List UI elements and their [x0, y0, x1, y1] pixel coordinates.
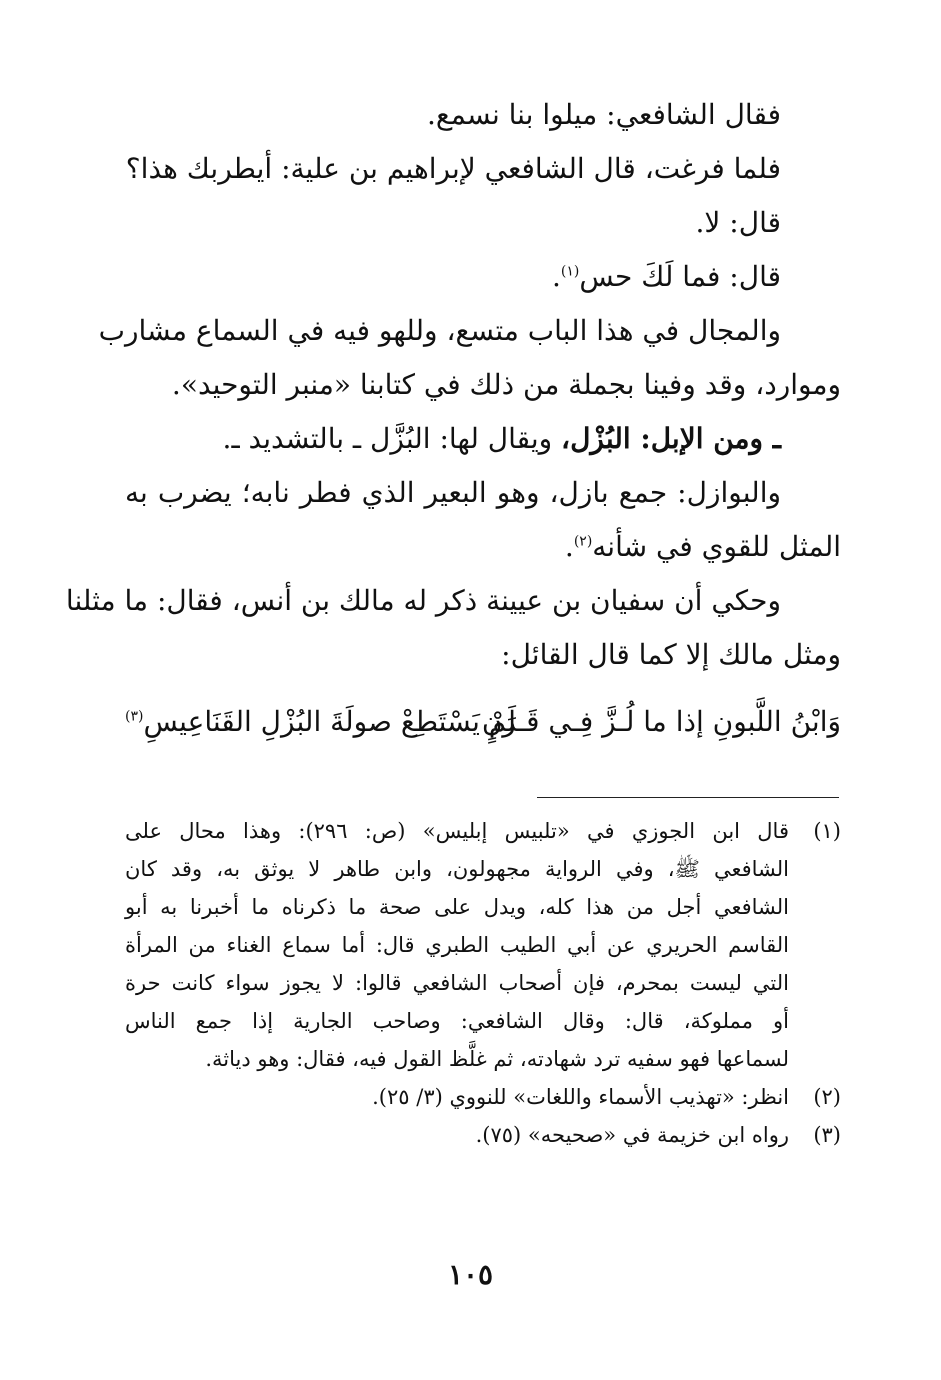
text-line [125, 88, 841, 142]
footnote-line: التي ليست بمحرم، فإن أصحاب الشافعي قالوا: لا يجوز سواء كانت حرة [125, 971, 789, 995]
line-text: وحكي أن سفيان بن عيينة ذكر له مالك بن أنس، فقال: ما مثلنا [65, 584, 781, 617]
footnote-line: رواه ابن خزيمة في «صحيحه» (٧٥). [475, 1123, 789, 1147]
term-bold: ـ ومن الإبل: البُزْل، [561, 422, 781, 455]
footnote-line: انظر: «تهذيب الأسماء واللغات» للنووي (٣/ ٢٥). [372, 1085, 789, 1109]
text-line [125, 358, 841, 412]
line-punct: . [564, 530, 574, 563]
footnote [125, 812, 841, 1078]
line-text: ومثل مالك إلا كما قال القائل: [501, 638, 841, 671]
footnote [125, 1116, 841, 1154]
footnote [125, 1078, 841, 1116]
footnotes [125, 812, 841, 1154]
verse-second-hemistich [125, 705, 516, 738]
text-line [65, 574, 841, 628]
footnote-line: القاسم الحريري عن أبي الطيب الطبري قال: أما سماع الغناء من المرأة [125, 933, 789, 957]
footnote-line: الشافعي أجل من هذا كله، ويدل على صحة ما ذكرناه ما أخبرنا به أبو [125, 895, 789, 919]
line-text: المثل للقوي في شأنه [592, 530, 841, 563]
footnote-line: لسماعها فهو سفيه ترد شهادته، ثم غلَّظ القول فيه، فقال: وهو دياثة. [205, 1047, 789, 1071]
text-line [125, 466, 841, 520]
text-line [125, 412, 841, 466]
line-text: والبوازل: جمع بازل، وهو البعير الذي فطر نابه؛ يضرب به [125, 476, 781, 509]
footnote-line: الشافعي ﷺ، وفي الرواية مجهولون، وابن طاهر لا يوثق به، وقد كان [125, 857, 789, 881]
text-line [125, 520, 841, 574]
footnote-number: (٣) [813, 1123, 841, 1147]
text-line [98, 304, 841, 358]
text-line [125, 628, 841, 682]
line-punct: . [551, 260, 561, 293]
verse-text: لَمْ يَسْتَطِعْ صولَةَ البُزْلِ القَنَاعِيسِ [143, 705, 516, 738]
text-line [125, 142, 841, 196]
footnote-body [125, 1078, 789, 1116]
footnote-number: (١) [813, 819, 841, 843]
footnote-divider [537, 797, 839, 798]
page-number: ١٠٥ [447, 1258, 494, 1291]
verse-first-hemistich: وَابْنُ اللَّبونِ إذا ما لُـزَّ فِـي قَـرَنٍ [481, 705, 841, 738]
line-text: فلما فرغت، قال الشافعي لإبراهيم بن علية: أيطربك هذا؟ [125, 152, 781, 185]
text-line [125, 196, 841, 250]
footnote-ref: (٢) [573, 533, 593, 550]
line-text: والمجال في هذا الباب متسع، وللهو فيه في السماع مشارب [98, 314, 781, 347]
poetry-verse [125, 705, 841, 755]
line-text: قال: فما لَكَ حس [579, 260, 781, 293]
main-text [65, 88, 841, 682]
footnote-line: قال ابن الجوزي في «تلبيس إبليس» (ص: ٢٩٦): وهذا محال على [125, 819, 789, 843]
text-line [125, 250, 841, 304]
line-text: فقال الشافعي: ميلوا بنا نسمع. [426, 98, 781, 131]
footnote-number: (٢) [813, 1085, 841, 1109]
footnote-line: أو مملوكة، قال: وقال الشافعي: وصاحب الجارية إذا جمع الناس [125, 1009, 789, 1033]
footnote-body [125, 812, 789, 1078]
line-text: وموارد، وقد وفينا بجملة من ذلك في كتابنا «منبر التوحيد». [171, 368, 841, 401]
footnote-body [125, 1116, 789, 1154]
footnote-ref: (٣) [125, 708, 144, 725]
footnote-ref: (١) [560, 263, 580, 280]
line-text: ويقال لها: البُزَّل ـ بالتشديد ـ. [222, 422, 562, 455]
line-text: قال: لا. [695, 206, 781, 239]
